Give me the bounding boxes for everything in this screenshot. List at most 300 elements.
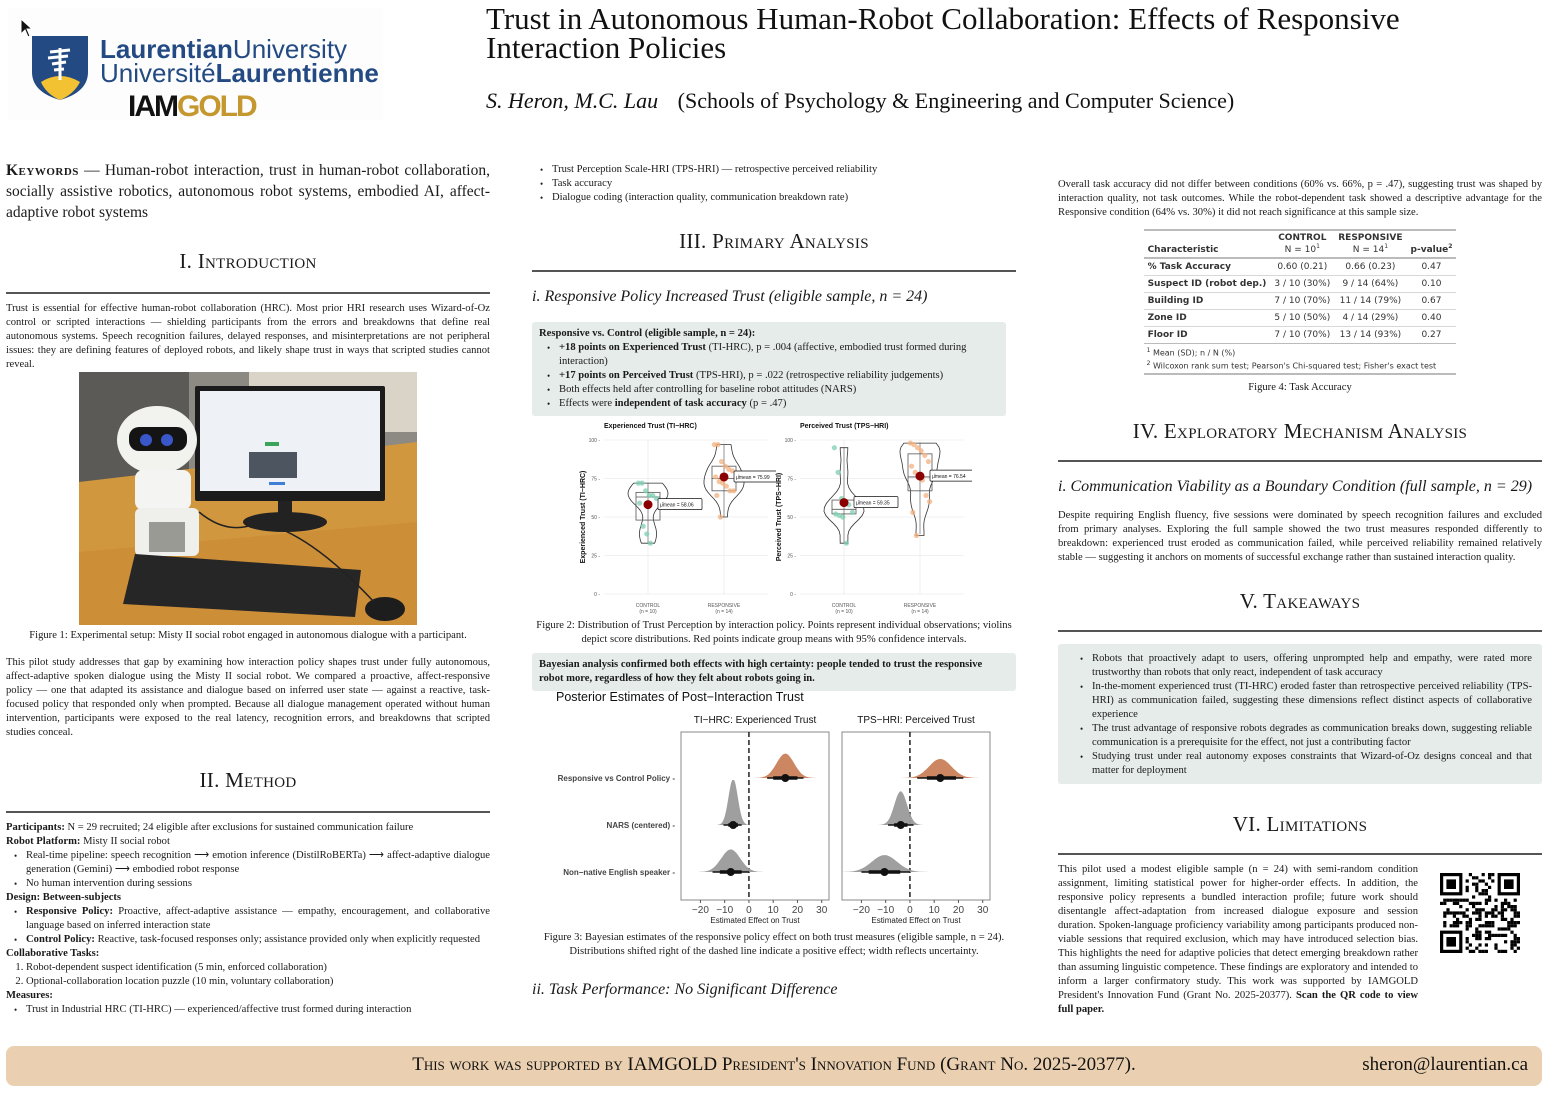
y-axis-label: Experienced Trust (TI−HRC) <box>580 470 587 564</box>
qr-module <box>1501 915 1504 918</box>
qr-module <box>1475 931 1478 934</box>
x-tick-label: 30 <box>977 905 989 916</box>
qr-module <box>1491 880 1494 883</box>
section-rule <box>6 292 490 294</box>
qr-module <box>1478 893 1481 896</box>
qr-module <box>1459 921 1462 924</box>
figure1-caption-wrap <box>6 629 490 1017</box>
y-tick-label: 0 - <box>790 592 796 598</box>
data-point <box>914 533 919 538</box>
chart-title: Experienced Trust (TI−HRC) <box>604 423 697 430</box>
qr-finder-core <box>1446 937 1456 947</box>
x-axis-label: Estimated Effect on Trust <box>710 916 800 925</box>
qr-module <box>1488 925 1491 928</box>
qr-module <box>1475 889 1478 892</box>
mean-label: μ̂mean = 76.54 <box>932 474 966 481</box>
task-paragraph: Overall task accuracy did not differ between conditions (60% vs. 66%, p = .47), suggesting trust was shaped by interaction quality, not task outcomes. While the robot-dependent task showed a descriptive advantage for the Responsive condition (64% vs. 30%) it did not reach significance at this sample size. <box>1058 179 1542 218</box>
subheading-task-performance: ii. Task Performance: No Significant Difference <box>532 981 838 998</box>
cell-responsive: 11 / 14 (79%) <box>1334 293 1406 310</box>
y-tick-label: 50 - <box>591 515 600 521</box>
section-rule <box>1058 853 1542 855</box>
list-item: • In-the-moment experienced trust (TI-HRC) eroded faster than retrospective perceived reliability (TPS-HRI) as communication failed, suggesting these dimensions reflect distinct aspects of collaborative experience <box>1092 680 1532 722</box>
qr-module <box>1443 915 1446 918</box>
qr-finder-core <box>1446 880 1456 890</box>
qr-module <box>1466 889 1469 892</box>
qr-module <box>1491 915 1494 918</box>
qr-module <box>1488 931 1491 934</box>
data-point <box>644 531 649 536</box>
column-middle <box>532 163 1016 416</box>
list-item: • Effects were independent of task accuracy (p = .47) <box>559 397 999 411</box>
qr-module <box>1504 934 1507 937</box>
qr-module <box>1466 921 1469 924</box>
measures-list-part2 <box>532 163 1016 205</box>
posterior-median <box>880 868 888 876</box>
qr-module <box>1472 902 1475 905</box>
x-tick-label: −10 <box>716 905 734 916</box>
qr-module <box>1485 950 1488 953</box>
x-tick-label: 0 <box>746 905 752 916</box>
qr-module <box>1466 928 1469 931</box>
section-rule <box>532 270 1016 272</box>
qr-module <box>1507 925 1510 928</box>
data-point <box>832 445 837 450</box>
qr-module <box>1514 909 1517 912</box>
qr-module <box>1478 909 1481 912</box>
x-tick-label: 10 <box>928 905 940 916</box>
cell-control: 5 / 10 (50%) <box>1270 310 1334 327</box>
results-callout <box>532 322 1006 416</box>
chart-experienced-trust <box>576 416 776 616</box>
qr-module <box>1494 899 1497 902</box>
qr-module <box>1443 899 1446 902</box>
qr-module <box>1504 928 1507 931</box>
qr-module <box>1475 937 1478 940</box>
x-tick-label: 30 <box>816 905 828 916</box>
chart-posterior-estimates <box>540 686 1010 932</box>
qr-module <box>1469 918 1472 921</box>
list-item: • Real-time pipeline: speech recognition ⟶ emotion inference (DistilRoBERTa) ⟶ affect-adaptive dialogue generation (Gemini) ⟶ embodied robot response <box>26 849 490 877</box>
qr-module <box>1446 912 1449 915</box>
qr-module <box>1443 912 1446 915</box>
table-header-row <box>1144 231 1457 258</box>
table-row <box>1144 293 1457 310</box>
mouse-cursor-icon <box>20 18 34 38</box>
qr-module <box>1514 925 1517 928</box>
limitations-paragraph: This pilot used a modest eligible sample (n = 24) with semi-random condition assignment, limiting statistical power for higher-order effects. In addition, the responsive policy represents a bundled interaction profile; future work should disentangle affect-adaptation from increased dialogue exposure and session duration. Spoken-language proficiency variability among participants produced non-viable sessions that required exclusion, which may have introduced selection bias. This highlights the need for adaptive policies that detect emerging breakdown rather than assuming linguistic competence. These findings are exploratory and intended to inform a larger confirmatory study. This work was supported by IAMGOLD President's Innovation Fund (Grant No. 2025-20377). Scan the QR code to view full paper. <box>1058 864 1418 1016</box>
term-label: Responsive vs Control Policy - <box>557 774 675 783</box>
y-tick-label: 100 - <box>588 438 600 444</box>
callout-list <box>539 341 999 411</box>
qr-module <box>1501 934 1504 937</box>
qr-module <box>1488 921 1491 924</box>
poster-title: Trust in Autonomous Human-Robot Collaboration: Effects of Responsive Interaction Policies <box>486 1 1400 65</box>
qr-module <box>1514 941 1517 944</box>
list-item: • Control Policy: Reactive, task-focused responses only; assistance provided only when explicitly requested <box>26 933 490 947</box>
qr-module <box>1514 905 1517 908</box>
qr-module <box>1475 928 1478 931</box>
qr-module <box>1475 918 1478 921</box>
section-heading-primary-analysis: III. Primary Analysis <box>679 229 869 253</box>
method-content <box>6 821 490 1017</box>
keywords-text: — Human-robot interaction, trust in human-robot collaboration, socially assistive robotics, autonomous robot systems, embodied AI, affect-adaptive robot systems <box>6 162 490 221</box>
intro-paragraph-1: Trust is essential for effective human-robot collaboration (HRC). Most prior HRI research uses Wizard-of-Oz control or scripted interactions — shielding participants from the errors and breakdowns that define real autonomous systems. Speech recognition failures, delayed responses, and misinterpretations are not peripheral issues: they are defining features of deployed robots, and likely shape trust in ways that scripted studies cannot reveal. <box>6 303 490 370</box>
qr-module <box>1494 934 1497 937</box>
x-tick-n-label: (n = 14) <box>715 609 733 615</box>
qr-module <box>1498 934 1501 937</box>
qr-module <box>1485 899 1488 902</box>
qr-module <box>1485 921 1488 924</box>
data-point <box>927 499 932 504</box>
data-point <box>850 510 855 515</box>
qr-module <box>1494 915 1497 918</box>
x-tick-label: 0 <box>907 905 913 916</box>
x-tick-n-label: (n = 10) <box>835 609 853 615</box>
cell-pvalue: 0.40 <box>1407 310 1457 327</box>
table-row <box>1144 310 1457 327</box>
y-tick-label: 50 - <box>787 515 796 521</box>
table-footnote-1: $^1$ Mean (SD); n / N (%) <box>1144 343 1457 358</box>
section-heading-limitations: VI. Limitations <box>1232 812 1368 837</box>
qr-module <box>1485 889 1488 892</box>
footer-funding-text: This work was supported by IAMGOLD President's Innovation Fund (Grant No. 2025-20377). <box>412 1054 1136 1075</box>
section-rule <box>6 811 490 813</box>
logo-block <box>8 8 383 120</box>
qr-module <box>1472 877 1475 880</box>
qr-module <box>1510 944 1513 947</box>
qr-module <box>1472 883 1475 886</box>
list-item: • Trust Perception Scale-HRI (TPS-HRI) — retrospective perceived reliability <box>552 163 1016 177</box>
qr-module <box>1491 921 1494 924</box>
mean-point <box>644 500 653 509</box>
mean-point <box>916 472 925 481</box>
qr-module <box>1462 912 1465 915</box>
qr-module <box>1466 925 1469 928</box>
figure2-caption: Figure 2: Distribution of Trust Perception by interaction policy. Points represent individual observations; violins depict score distributions. Red points indicate group means with 95% confidence intervals. <box>536 620 1012 645</box>
qr-module <box>1488 873 1491 876</box>
qr-module <box>1459 912 1462 915</box>
participants-line: Participants: N = 29 recruited; 24 eligible after exclusions for sustained communication failure <box>6 822 414 833</box>
qr-finder-core <box>1504 880 1514 890</box>
list-item: • Both effects held after controlling for baseline robot attitudes (NARS) <box>559 383 999 397</box>
panel-title: TI−HRC: Experienced Trust <box>693 715 817 726</box>
qr-module <box>1453 912 1456 915</box>
footer-banner <box>6 1046 1542 1086</box>
design-label: Design: Between-subjects <box>6 892 122 903</box>
cell-pvalue: 0.27 <box>1407 327 1457 344</box>
qr-module <box>1501 902 1504 905</box>
qr-module <box>1498 950 1501 953</box>
qr-module <box>1504 902 1507 905</box>
qr-module <box>1514 944 1517 947</box>
mouse-icon <box>365 597 405 621</box>
qr-module <box>1485 944 1488 947</box>
qr-module <box>1466 937 1469 940</box>
qr-module <box>1485 931 1488 934</box>
section-heading-exploratory: IV. Exploratory Mechanism Analysis <box>1132 419 1468 444</box>
qr-module <box>1450 925 1453 928</box>
data-point <box>719 459 724 464</box>
qr-module <box>1475 883 1478 886</box>
posterior-density <box>717 780 749 825</box>
data-point <box>844 541 849 546</box>
chart-perceived-trust <box>772 416 972 616</box>
qr-module <box>1514 921 1517 924</box>
qr-module <box>1446 899 1449 902</box>
qr-module <box>1456 918 1459 921</box>
list-item: • +17 points on Perceived Trust (TPS-HRI), p = .022 (retrospective reliability judgements) <box>559 369 999 383</box>
authors-line <box>486 88 1234 114</box>
qr-module <box>1469 950 1472 953</box>
qr-module <box>1482 893 1485 896</box>
bayes-callout: Bayesian analysis confirmed both effects with high certainty: people tended to trust the responsive robot more, regardless of how they felt about robots going in. <box>532 653 1016 691</box>
qr-module <box>1478 912 1481 915</box>
qr-module <box>1459 899 1462 902</box>
posterior-median <box>897 821 905 829</box>
platform-list <box>6 849 490 891</box>
qr-module <box>1475 877 1478 880</box>
data-point <box>910 510 915 515</box>
qr-module <box>1475 886 1478 889</box>
qr-module <box>1488 912 1491 915</box>
qr-module <box>1478 931 1481 934</box>
x-tick-label: −10 <box>877 905 895 916</box>
section-heading-introduction: I. Introduction <box>179 249 317 273</box>
data-point <box>922 453 927 458</box>
qr-module <box>1472 934 1475 937</box>
qr-module <box>1485 937 1488 940</box>
university-name-fr: UniversitéLaurentienne <box>100 58 379 88</box>
chart-title: Perceived Trust (TPS−HRI) <box>800 423 889 430</box>
qr-module <box>1466 915 1469 918</box>
takeaways-callout <box>1058 644 1542 784</box>
mean-point <box>720 472 729 481</box>
qr-module <box>1453 902 1456 905</box>
qr-module <box>1494 905 1497 908</box>
posterior-median <box>729 821 737 829</box>
mean-label: μ̂mean = 59.35 <box>856 500 890 507</box>
table-wrap <box>1058 229 1542 375</box>
data-point <box>926 459 931 464</box>
qr-module <box>1488 899 1491 902</box>
limitations-row <box>1058 863 1542 1017</box>
list-item: 2. Optional-collaboration location puzzle (10 min, voluntary collaboration) <box>26 975 490 989</box>
mean-point <box>840 498 849 507</box>
qr-module <box>1510 947 1513 950</box>
qr-module <box>1466 899 1469 902</box>
cell-characteristic: Floor ID <box>1144 327 1271 344</box>
qr-module <box>1478 937 1481 940</box>
qr-module <box>1469 944 1472 947</box>
university-name-en: LaurentianUniversity <box>100 34 348 64</box>
qr-module <box>1462 899 1465 902</box>
cell-control: 7 / 10 (70%) <box>1270 327 1334 344</box>
qr-module <box>1507 921 1510 924</box>
data-point <box>639 481 644 486</box>
qr-module <box>1453 925 1456 928</box>
data-point <box>718 514 723 519</box>
section-heading-takeaways: V. Takeaways <box>1239 589 1361 614</box>
qr-module <box>1469 873 1472 876</box>
cell-characteristic: % Task Accuracy <box>1144 258 1271 276</box>
qr-module <box>1475 947 1478 950</box>
qr-module <box>1485 915 1488 918</box>
qr-code-icon[interactable] <box>1440 873 1520 953</box>
qr-module <box>1472 905 1475 908</box>
column-left <box>6 160 490 372</box>
x-axis-label: Estimated Effect on Trust <box>871 916 961 925</box>
posterior-median <box>727 868 735 876</box>
data-point <box>835 470 840 475</box>
mean-label: μ̂mean = 58.06 <box>660 502 694 509</box>
task-accuracy-table <box>1144 231 1457 343</box>
qr-module <box>1504 950 1507 953</box>
qr-module <box>1488 896 1491 899</box>
cell-pvalue: 0.67 <box>1407 293 1457 310</box>
section-rule <box>1058 630 1542 632</box>
qr-module <box>1501 912 1504 915</box>
col-header-characteristic: Characteristic <box>1147 245 1219 255</box>
qr-module <box>1456 925 1459 928</box>
qr-module <box>1514 912 1517 915</box>
section-heading-method: II. Method <box>199 768 297 792</box>
qr-module <box>1485 912 1488 915</box>
qr-module <box>1517 915 1520 918</box>
x-tick-label: CONTROL <box>831 603 857 609</box>
qr-module <box>1517 947 1520 950</box>
qr-module <box>1482 889 1485 892</box>
qr-module <box>1514 937 1517 940</box>
data-point <box>919 448 924 453</box>
qr-module <box>1469 921 1472 924</box>
qr-module <box>1466 880 1469 883</box>
qr-module <box>1510 918 1513 921</box>
figure4-caption: Figure 4: Task Accuracy <box>1248 382 1352 394</box>
qr-module <box>1491 873 1494 876</box>
qr-module <box>1466 909 1469 912</box>
data-point <box>643 488 648 493</box>
figure2-caption-wrap <box>532 619 1016 691</box>
qr-module <box>1478 934 1481 937</box>
qr-module <box>1501 928 1504 931</box>
qr-module <box>1491 909 1494 912</box>
qr-module <box>1504 899 1507 902</box>
qr-module <box>1466 947 1469 950</box>
qr-module <box>1510 905 1513 908</box>
qr-module <box>1517 912 1520 915</box>
cell-pvalue: 0.10 <box>1407 276 1457 293</box>
list-item: • Trust in Industrial HRC (TI-HRC) — experienced/affective trust formed during interaction <box>26 1003 490 1017</box>
iamgold-logo: IAMGOLD <box>128 90 256 120</box>
subheading-communication-viability: i. Communication Viability as a Boundary Condition (full sample, n = 29) <box>1058 478 1533 496</box>
callout-title: Responsive vs. Control (eligible sample, n = 24): <box>539 328 756 339</box>
chart-title: Posterior Estimates of Post−Interaction Trust <box>556 690 804 704</box>
qr-module <box>1517 941 1520 944</box>
qr-module <box>1478 918 1481 921</box>
qr-module <box>1443 925 1446 928</box>
list-item: 1. Robot-dependent suspect identification (5 min, enforced collaboration) <box>26 961 490 975</box>
qr-module <box>1501 918 1504 921</box>
list-item: • Dialogue coding (interaction quality, communication breakdown rate) <box>552 191 1016 205</box>
x-tick-label: 20 <box>952 905 965 916</box>
x-tick-label: −20 <box>852 905 870 916</box>
affiliation: (Schools of Psychology & Engineering and Computer Science) <box>677 88 1235 113</box>
col-header-pvalue: p-value$^2$ <box>1410 243 1453 255</box>
qr-module <box>1507 905 1510 908</box>
qr-module <box>1482 909 1485 912</box>
x-tick-label: RESPONSIVE <box>707 603 741 609</box>
qr-module <box>1507 928 1510 931</box>
qr-module <box>1456 912 1459 915</box>
y-tick-label: 100 - <box>784 438 796 444</box>
column-right <box>1058 178 1542 1017</box>
data-point <box>731 488 736 493</box>
qr-module <box>1446 909 1449 912</box>
author-names: S. Heron, M.C. Lau <box>486 88 659 113</box>
x-tick-label: −20 <box>691 905 709 916</box>
robot-setup-photo <box>79 372 417 625</box>
table-row <box>1144 258 1457 276</box>
data-point <box>648 541 653 546</box>
list-item: • Responsive Policy: Proactive, affect-adaptive assistance — empathy, encouragement, and collaborative language based on inferred interaction state <box>26 905 490 933</box>
qr-module <box>1475 902 1478 905</box>
contact-email-link[interactable]: sheron@laurentian.ca <box>1362 1054 1528 1075</box>
qr-module <box>1453 921 1456 924</box>
qr-module <box>1501 909 1504 912</box>
data-point <box>713 474 718 479</box>
qr-module <box>1488 937 1491 940</box>
qr-module <box>1498 912 1501 915</box>
table-row <box>1144 276 1457 293</box>
qr-module <box>1504 909 1507 912</box>
x-tick-label: RESPONSIVE <box>903 603 937 609</box>
qr-module <box>1478 902 1481 905</box>
qr-module <box>1504 941 1507 944</box>
table-footnote-2: $^2$ Wilcoxon rank sum test; Pearson's Chi-squared test; Fisher's exact test <box>1146 359 1437 371</box>
measures-label: Measures: <box>6 990 53 1001</box>
qr-module <box>1478 915 1481 918</box>
qr-module <box>1482 925 1485 928</box>
qr-module <box>1440 902 1443 905</box>
data-point <box>714 493 719 498</box>
x-tick-label: 10 <box>767 905 779 916</box>
accuracy-table-container <box>1144 229 1457 375</box>
qr-module <box>1453 899 1456 902</box>
qr-module <box>1456 899 1459 902</box>
qr-cta: Scan the QR code to view full paper. <box>1058 990 1418 1016</box>
qr-module <box>1478 950 1481 953</box>
qr-module <box>1501 950 1504 953</box>
qr-module <box>1485 893 1488 896</box>
qr-module <box>1491 912 1494 915</box>
qr-module <box>1494 947 1497 950</box>
posterior-median <box>781 774 789 782</box>
col-header-responsive: RESPONSIVE $N = 14^1$ <box>1338 233 1403 255</box>
qr-module <box>1494 909 1497 912</box>
qr-module <box>1504 918 1507 921</box>
cell-responsive: 4 / 14 (29%) <box>1334 310 1406 327</box>
y-tick-label: 25 - <box>787 553 796 560</box>
qr-module <box>1488 877 1491 880</box>
keywords-label: Keywords <box>6 162 79 179</box>
qr-module <box>1507 902 1510 905</box>
cell-responsive: 13 / 14 (93%) <box>1334 327 1406 344</box>
qr-module <box>1472 950 1475 953</box>
qr-module <box>1466 941 1469 944</box>
qr-module <box>1469 902 1472 905</box>
panel-frame <box>681 732 829 900</box>
qr-module <box>1459 905 1462 908</box>
